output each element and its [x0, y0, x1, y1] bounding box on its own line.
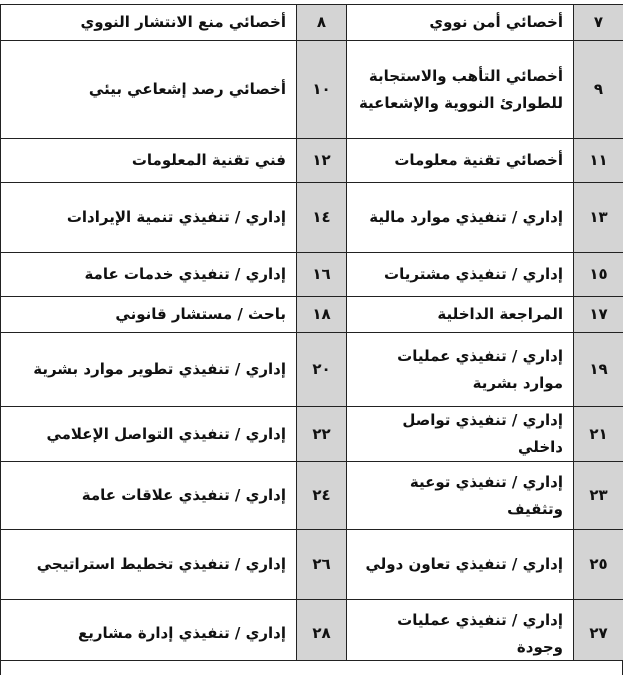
job-number: ٢٨ — [297, 600, 347, 668]
job-number: ١٤ — [297, 183, 347, 253]
job-title: إداري / تنفيذي مشتريات — [347, 253, 574, 297]
job-title: إداري / تنفيذي التواصل الإعلامي — [1, 407, 297, 462]
table-row — [1, 183, 623, 253]
job-title: إداري / تنفيذي تنمية الإيرادات — [1, 183, 297, 253]
job-number: ١٦ — [297, 253, 347, 297]
job-number: ١٧ — [574, 297, 623, 333]
job-title: إداري / تنفيذي تواصل داخلي — [347, 407, 574, 462]
job-number: ٢٣ — [574, 462, 623, 530]
job-title: إداري / تنفيذي توعية وتثقيف — [347, 462, 574, 530]
table-footer-box — [0, 660, 623, 675]
job-number: ٢٢ — [297, 407, 347, 462]
job-title: إداري / تنفيذي علاقات عامة — [1, 462, 297, 530]
job-number: ٩ — [574, 41, 623, 139]
job-title: إداري / تنفيذي تطوير موارد بشرية — [1, 333, 297, 407]
job-number: ١١ — [574, 139, 623, 183]
job-number: ٢٦ — [297, 530, 347, 600]
job-title: أخصائي أمن نووي — [347, 5, 574, 41]
table-row — [1, 530, 623, 600]
job-title: باحث / مستشار قانوني — [1, 297, 297, 333]
table-row — [1, 253, 623, 297]
job-title: إداري / تنفيذي عمليات موارد بشرية — [347, 333, 574, 407]
job-title: أخصائي منع الانتشار النووي — [1, 5, 297, 41]
job-number: ١٩ — [574, 333, 623, 407]
job-number: ٢٤ — [297, 462, 347, 530]
table-row — [1, 139, 623, 183]
job-title: إداري / تنفيذي عمليات وجودة — [347, 600, 574, 668]
job-title: إداري / تنفيذي موارد مالية — [347, 183, 574, 253]
job-number: ٨ — [297, 5, 347, 41]
table-row — [1, 41, 623, 139]
job-titles-table — [0, 4, 623, 668]
table-row — [1, 297, 623, 333]
job-number: ١٠ — [297, 41, 347, 139]
job-number: ٢٥ — [574, 530, 623, 600]
table-row — [1, 600, 623, 668]
job-title: أخصائي التأهب والاستجابة للطوارئ النووية والإشعاعية — [347, 41, 574, 139]
job-number: ١٥ — [574, 253, 623, 297]
job-title: فني تقنية المعلومات — [1, 139, 297, 183]
job-title: أخصائي رصد إشعاعي بيئي — [1, 41, 297, 139]
table-row — [1, 407, 623, 462]
job-number: ٢٠ — [297, 333, 347, 407]
job-number: ٢١ — [574, 407, 623, 462]
job-number: ١٢ — [297, 139, 347, 183]
job-number: ٧ — [574, 5, 623, 41]
job-title: إداري / تنفيذي خدمات عامة — [1, 253, 297, 297]
table-row — [1, 333, 623, 407]
job-title: إداري / تنفيذي تخطيط استراتيجي — [1, 530, 297, 600]
job-number: ٢٧ — [574, 600, 623, 668]
job-number: ١٣ — [574, 183, 623, 253]
table-row — [1, 5, 623, 41]
job-title: إداري / تنفيذي تعاون دولي — [347, 530, 574, 600]
table-row — [1, 462, 623, 530]
job-title: المراجعة الداخلية — [347, 297, 574, 333]
job-title: أخصائي تقنية معلومات — [347, 139, 574, 183]
job-number: ١٨ — [297, 297, 347, 333]
job-title: إداري / تنفيذي إدارة مشاريع — [1, 600, 297, 668]
